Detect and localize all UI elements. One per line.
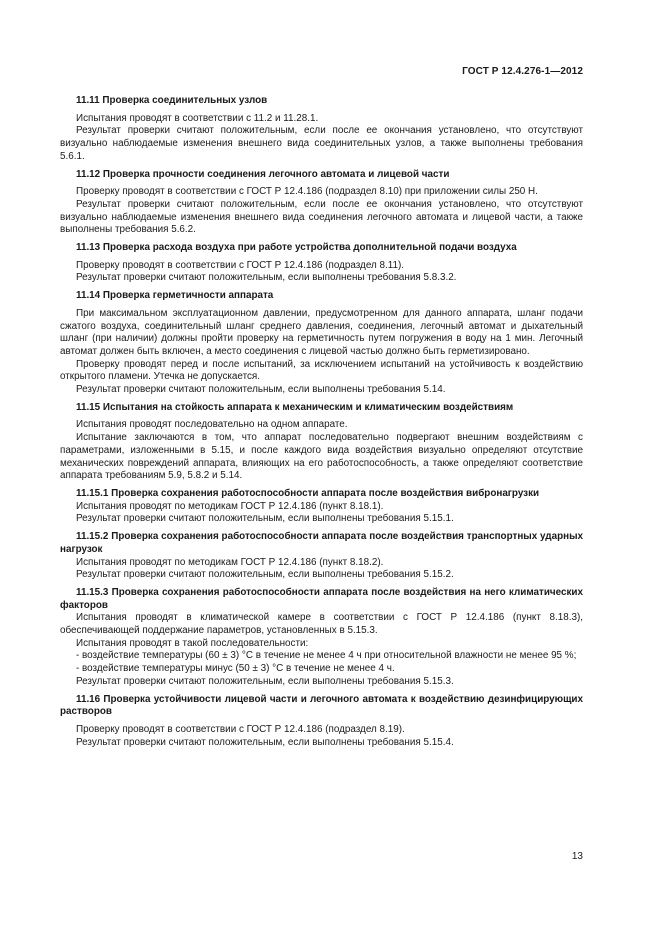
section-heading-11-15: 11.15 Испытания на стойкость аппарата к механическим и климатическим воздействиям <box>76 401 514 413</box>
paragraph: Результат проверки считают положительным, если после ее окончания установлено, что отсутствуют визуально наблюдаемые изменения внешнего вида соединения легочного автомата и лицевой части, а также выполнены требования 5.6.2. <box>60 198 583 236</box>
section-heading-11-15-2: 11.15.2 Проверка сохранения работоспособности аппарата после воздействия транспортных ударных нагрузок <box>60 531 583 555</box>
paragraph: Результат проверки считают положительным, если выполнены требования 5.15.4. <box>76 736 454 748</box>
section-heading-11-15-3: 11.15.3 Проверка сохранения работоспособности аппарата после воздействия на него климатических факторов <box>60 586 583 611</box>
paragraph: Результат проверки считают положительным, если выполнены требования 5.14. <box>76 384 446 396</box>
page-content <box>60 95 583 749</box>
section-heading-11-14: 11.14 Проверка герметичности аппарата <box>76 290 274 302</box>
paragraph: Испытания проводят по методикам ГОСТ Р 12.4.186 (пункт 8.18.1). <box>76 500 384 512</box>
paragraph: При максимальном эксплуатационном давлении, предусмотренном для данного аппарата, шланг подачи сжатого воздуха, соединительный шланг среднего давления, соединения, легочный автомат и дыхательный шланг (при наличии) должны пройти проверку на герметичность путем погружения в воду на 1 мин. Легочный автомат должен быть включен, а место соединения с лицевой частью должно быть герметизировано. <box>60 307 583 357</box>
section-heading-11-13: 11.13 Проверка расхода воздуха при работе устройства дополнительной подачи воздуха <box>76 242 517 254</box>
paragraph: Испытания проводят в такой последовательности: <box>76 637 309 649</box>
list-item: - воздействие температуры (60 ± 3) °C в течение не менее 4 ч при относительной влажности не менее 95 %; <box>76 650 577 662</box>
paragraph: Испытания проводят последовательно на одном аппарате. <box>76 419 348 431</box>
paragraph: Результат проверки считают положительным, если выполнены требования 5.15.3. <box>76 675 454 687</box>
paragraph: Результат проверки считают положительным, если выполнены требования 5.15.2. <box>76 569 454 581</box>
section-heading-11-12: 11.12 Проверка прочности соединения легочного автомата и лицевой части <box>76 168 450 180</box>
section-heading-11-11: 11.11 Проверка соединительных узлов <box>76 95 268 106</box>
page-number: 13 <box>571 851 583 862</box>
paragraph: Испытания проводят по методикам ГОСТ Р 12.4.186 (пункт 8.18.2). <box>76 556 384 568</box>
paragraph: Проверку проводят перед и после испытаний, за исключением испытаний на устойчивость к воздействию открытого пламени. Утечка не допускается. <box>60 358 583 383</box>
section-heading-11-15-1: 11.15.1 Проверка сохранения работоспособности аппарата после воздействия вибронагрузки <box>76 487 540 499</box>
standard-designation: ГОСТ Р 12.4.276-1—2012 <box>462 66 583 77</box>
paragraph: Проверку проводят в соответствии с ГОСТ Р 12.4.186 (подраздел 8.19). <box>76 723 405 735</box>
paragraph: Результат проверки считают положительным, если выполнены требования 5.15.1. <box>76 513 454 525</box>
paragraph: Результат проверки считают положительным, если после ее окончания установлено, что отсутствуют визуально наблюдаемые изменения внешнего вида соединительных узлов, а также выполнены требования 5.6.1. <box>60 125 583 162</box>
paragraph: Испытания проводят в климатической камере в соответствии с ГОСТ Р 12.4.186 (пункт 8.18.3), обеспечивающей поддержание параметров, установленных в 5.15.3. <box>60 612 583 637</box>
paragraph: Испытания проводят в соответствии с 11.2 и 11.28.1. <box>76 112 319 124</box>
paragraph: Испытание заключаются в том, что аппарат последовательно подвергают внешним воздействиям с параметрами, изложенными в 5.15, и после каждого вида воздействия визуально определяют отсутствие механических повреждений аппарата, влияющих на его работоспособность, а также определяют соответствие аппарата требованиям 5.9, 5.8.2 и 5.14. <box>60 432 583 482</box>
paragraph: Результат проверки считают положительным, если выполнены требования 5.8.3.2. <box>76 272 457 284</box>
paragraph: Проверку проводят в соответствии с ГОСТ Р 12.4.186 (подраздел 8.10) при приложении силы 250 Н. <box>76 186 538 198</box>
paragraph: Проверку проводят в соответствии с ГОСТ Р 12.4.186 (подраздел 8.11). <box>76 259 405 271</box>
list-item: - воздействие температуры минус (50 ± 3) °C в течение не менее 4 ч. <box>76 663 395 675</box>
section-heading-11-16: 11.16 Проверка устойчивости лицевой части и легочного автомата к воздействию дезинфицирующих растворов <box>60 693 583 718</box>
